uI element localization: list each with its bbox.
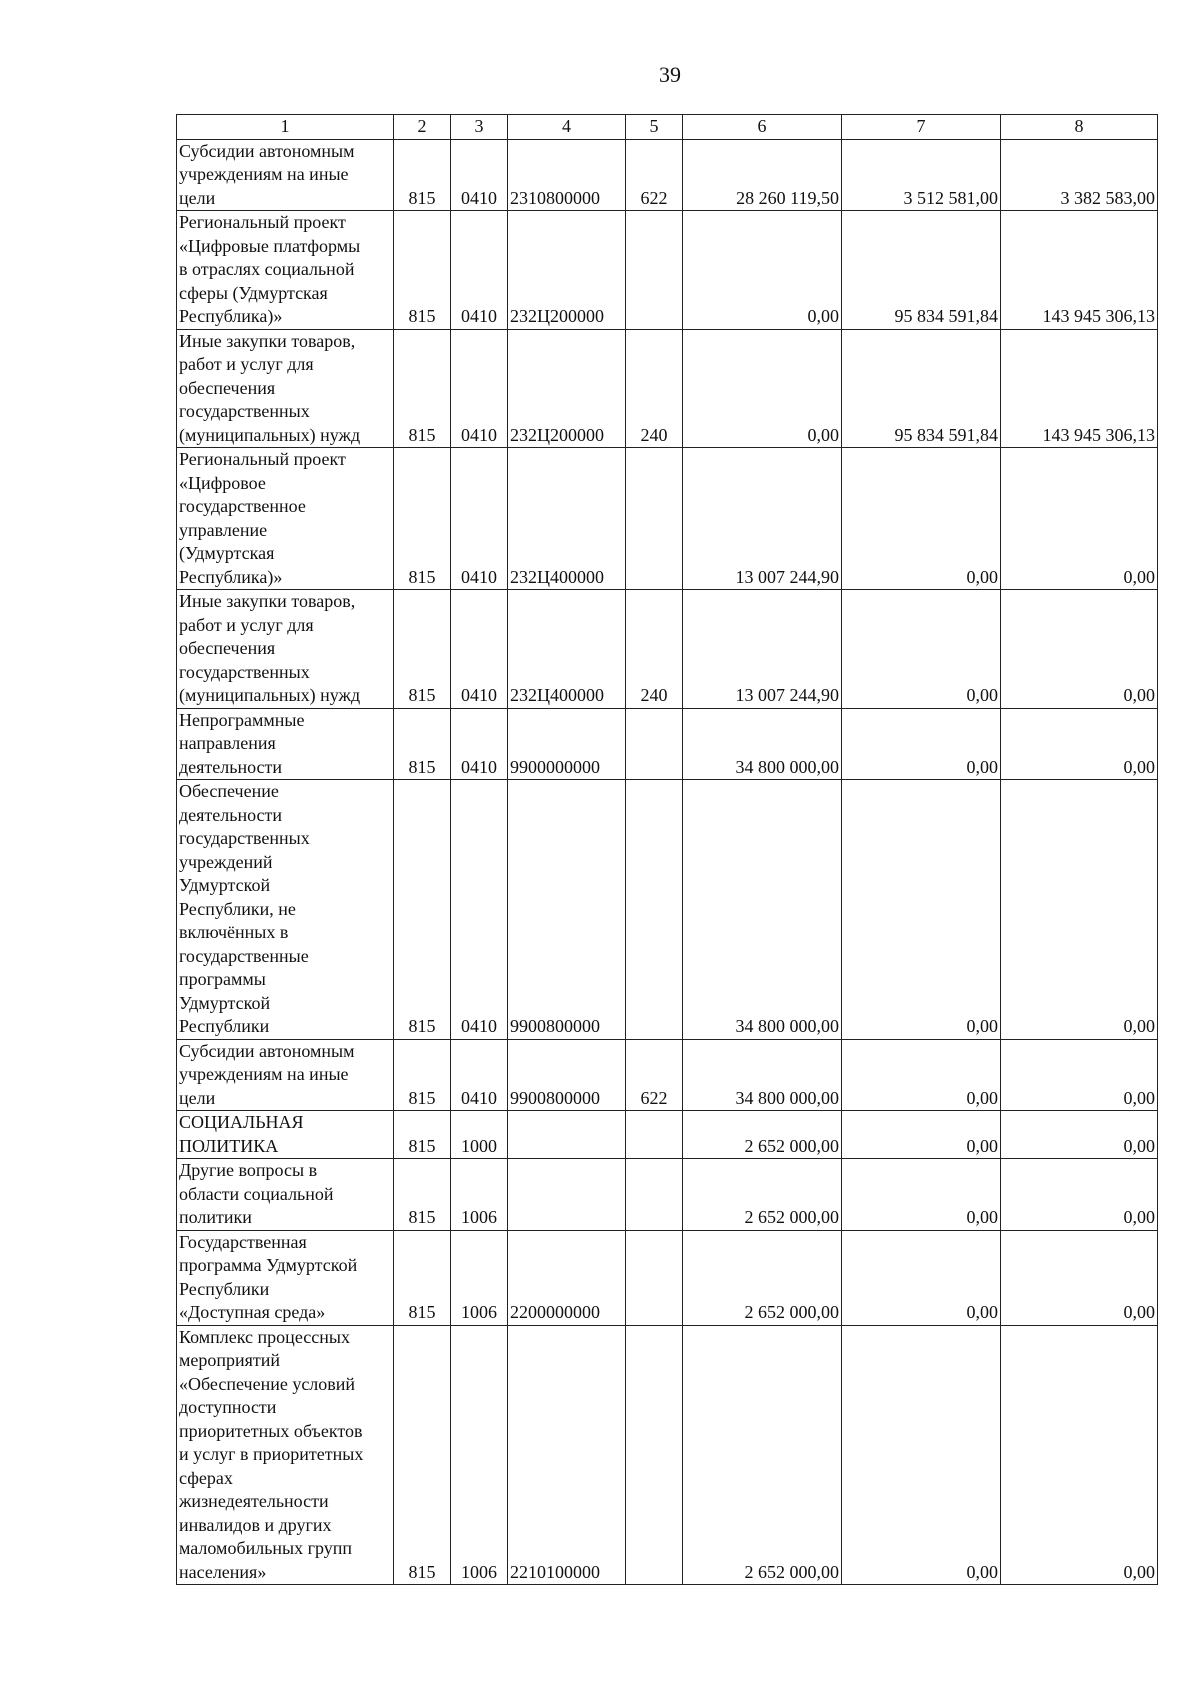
amount-col6-cell: 0,00 [683,211,842,330]
expense-name-line: и услуг в приоритетных [179,1444,364,1464]
expense-name-cell [177,1039,394,1111]
expense-name-cell [177,448,394,590]
expense-name-cell [177,1325,394,1585]
amount-col6-cell: 13 007 244,90 [683,590,842,709]
amount-col6-cell: 2 652 000,00 [683,1111,842,1159]
amount-col7-cell: 0,00 [842,590,1001,709]
table-row [177,139,1158,211]
subsection-code-cell: 0410 [451,590,508,709]
amount-col8-cell: 0,00 [1001,1325,1158,1585]
expense-name-line: государственных [179,401,310,421]
expense-type-cell [626,1230,683,1325]
expense-name-line: Республика)» [179,566,283,587]
expense-name-line: Субсидии автономным [179,1040,355,1061]
section-code-cell: 815 [394,448,451,590]
subsection-code-cell: 0410 [451,448,508,590]
subsection-code-cell: 0410 [451,708,508,780]
target-article-cell: 2210100000 [508,1325,626,1585]
expense-name-line: цели [179,1087,216,1108]
amount-col6-cell: 2 652 000,00 [683,1159,842,1231]
expense-name-line: «Обеспечение условий [179,1373,356,1394]
expense-name-line: жизнедеятельности [179,1491,329,1511]
amount-col6-cell: 34 800 000,00 [683,708,842,780]
expense-name-line: Республики [179,1278,270,1299]
expense-name-line: Обеспечение [179,781,279,801]
amount-col6-cell: 13 007 244,90 [683,448,842,590]
expense-name-line: Комплекс процессных [179,1326,350,1347]
expense-name-line: населения» [179,1561,267,1582]
amount-col6-cell: 34 800 000,00 [683,1039,842,1111]
column-header: 1 [177,115,394,140]
amount-col8-cell: 0,00 [1001,1111,1158,1159]
expense-name-line: работ и услуг для [179,354,314,374]
amount-col7-cell: 95 834 591,84 [842,329,1001,448]
amount-col7-cell: 0,00 [842,1039,1001,1111]
expense-type-cell [626,448,683,590]
expense-name-cell [177,211,394,330]
expense-name-line: инвалидов и других [179,1514,332,1535]
target-article-cell [508,1111,626,1159]
expense-name-line: цели [179,187,216,208]
target-article-cell: 9900800000 [508,780,626,1040]
expense-type-cell [626,1325,683,1585]
amount-col7-cell: 95 834 591,84 [842,211,1001,330]
expense-type-cell [626,211,683,330]
expense-name-line: «Цифровое [179,472,266,493]
expense-name-line: государственное [179,496,306,516]
expense-name-line: Республика)» [179,306,283,326]
expense-name-line: деятельности [179,804,283,825]
expense-name-line: ПОЛИТИКА [179,1135,279,1156]
subsection-code-cell: 0410 [451,1039,508,1111]
amount-col6-cell: 34 800 000,00 [683,780,842,1040]
subsection-code-cell: 1006 [451,1230,508,1325]
target-article-cell: 232Ц400000 [508,448,626,590]
expense-type-cell: 622 [626,139,683,211]
table-row [177,1230,1158,1325]
expense-type-cell [626,708,683,780]
amount-col8-cell: 0,00 [1001,780,1158,1040]
expense-name-cell [177,1159,394,1231]
section-code-cell: 815 [394,590,451,709]
expense-name-line: государственные [179,945,309,966]
expense-name-line: маломобильных групп [179,1538,353,1558]
page-number: 39 [659,62,681,87]
subsection-code-cell: 0410 [451,780,508,1040]
table-row [177,448,1158,590]
section-code-cell: 815 [394,1230,451,1325]
expense-name-line: государственных [179,828,310,848]
expense-type-cell: 240 [626,590,683,709]
expense-name-line: «Цифровые платформы [179,235,361,256]
column-header: 4 [508,115,626,140]
amount-col7-cell: 0,00 [842,1230,1001,1325]
target-article-cell: 232Ц400000 [508,590,626,709]
subsection-code-cell: 0410 [451,139,508,211]
budget-table [176,114,1158,1585]
section-code-cell: 815 [394,1111,451,1159]
amount-col8-cell: 0,00 [1001,590,1158,709]
section-code-cell: 815 [394,211,451,330]
table-row [177,1325,1158,1585]
expense-name-line: деятельности [179,756,283,777]
expense-type-cell: 240 [626,329,683,448]
expense-name-line: Региональный проект [179,212,346,232]
expense-name-cell [177,708,394,780]
amount-col6-cell: 0,00 [683,329,842,448]
amount-col8-cell: 3 382 583,00 [1001,139,1158,211]
subsection-code-cell: 1000 [451,1111,508,1159]
amount-col8-cell: 0,00 [1001,708,1158,780]
section-code-cell: 815 [394,329,451,448]
expense-name-line: (муниципальных) нужд [179,424,361,445]
expense-name-line: области социальной [179,1183,334,1204]
expense-name-line: Удмуртской [179,992,271,1013]
table-row [177,211,1158,330]
expense-name-line: приоритетных объектов [179,1420,363,1441]
target-article-cell: 2200000000 [508,1230,626,1325]
expense-name-line: Субсидии автономным [179,140,355,161]
table-row [177,1159,1158,1231]
target-article-cell: 2310800000 [508,139,626,211]
amount-col7-cell: 0,00 [842,1325,1001,1585]
expense-name-line: Иные закупки товаров, [179,591,356,611]
amount-col8-cell: 143 945 306,13 [1001,329,1158,448]
section-code-cell: 815 [394,1159,451,1231]
expense-name-line: учреждениям на иные [179,1064,349,1084]
expense-type-cell: 622 [626,1039,683,1111]
column-header: 7 [842,115,1001,140]
amount-col8-cell: 143 945 306,13 [1001,211,1158,330]
amount-col8-cell: 0,00 [1001,1039,1158,1111]
amount-col6-cell: 28 260 119,50 [683,139,842,211]
expense-name-line: доступности [179,1397,277,1417]
header-row [177,115,1158,140]
expense-name-line: СОЦИАЛЬНАЯ [179,1112,304,1132]
expense-name-cell [177,1230,394,1325]
expense-name-line: Иные закупки товаров, [179,330,356,351]
expense-name-line: учреждениям на иные [179,164,349,184]
column-header: 2 [394,115,451,140]
section-code-cell: 815 [394,1039,451,1111]
expense-name-line: работ и услуг для [179,614,314,635]
column-header: 3 [451,115,508,140]
amount-col6-cell: 2 652 000,00 [683,1230,842,1325]
expense-name-line: Государственная [179,1231,307,1252]
expense-name-line: сферах [179,1467,233,1488]
amount-col8-cell: 0,00 [1001,1230,1158,1325]
expense-name-line: включённых в [179,922,289,942]
expense-name-line: (муниципальных) нужд [179,685,361,705]
amount-col7-cell: 3 512 581,00 [842,139,1001,211]
target-article-cell: 9900000000 [508,708,626,780]
section-code-cell: 815 [394,139,451,211]
section-code-cell: 815 [394,780,451,1040]
expense-name-line: программы [179,969,266,989]
expense-name-cell [177,329,394,448]
table-row [177,1039,1158,1111]
expense-name-line: «Доступная среда» [179,1302,326,1322]
target-article-cell [508,1159,626,1231]
expense-type-cell [626,1111,683,1159]
amount-col8-cell: 0,00 [1001,448,1158,590]
expense-name-line: (Удмуртская [179,543,275,563]
table-row [177,708,1158,780]
expense-name-line: программа Удмуртской [179,1255,358,1275]
expense-type-cell [626,780,683,1040]
section-code-cell: 815 [394,708,451,780]
expense-name-line: Региональный проект [179,449,346,469]
table-row [177,329,1158,448]
amount-col7-cell: 0,00 [842,708,1001,780]
expense-name-line: в отраслях социальной [179,259,355,279]
expense-name-line: государственных [179,661,310,682]
section-code-cell: 815 [394,1325,451,1585]
subsection-code-cell: 0410 [451,329,508,448]
expense-name-line: обеспечения [179,377,276,398]
expense-name-line: Другие вопросы в [179,1160,318,1180]
expense-name-line: Республики [179,1016,270,1036]
subsection-code-cell: 0410 [451,211,508,330]
amount-col7-cell: 0,00 [842,1159,1001,1231]
table-row [177,590,1158,709]
amount-col7-cell: 0,00 [842,1111,1001,1159]
expense-name-line: управление [179,519,268,540]
expense-name-cell [177,590,394,709]
expense-name-cell [177,780,394,1040]
expense-name-line: политики [179,1207,252,1227]
subsection-code-cell: 1006 [451,1325,508,1585]
target-article-cell: 232Ц200000 [508,211,626,330]
target-article-cell: 232Ц200000 [508,329,626,448]
table-row [177,1111,1158,1159]
expense-name-line: Непрограммные [179,709,305,730]
expense-name-line: сферы (Удмуртская [179,282,328,303]
target-article-cell: 9900800000 [508,1039,626,1111]
amount-col7-cell: 0,00 [842,448,1001,590]
expense-name-line: Республики, не [179,898,296,919]
expense-name-line: учреждений [179,851,273,872]
expense-name-cell [177,1111,394,1159]
column-header: 8 [1001,115,1158,140]
table-row [177,780,1158,1040]
amount-col7-cell: 0,00 [842,780,1001,1040]
amount-col8-cell: 0,00 [1001,1159,1158,1231]
expense-name-line: обеспечения [179,638,276,658]
expense-type-cell [626,1159,683,1231]
expense-name-line: Удмуртской [179,875,271,895]
column-header: 5 [626,115,683,140]
subsection-code-cell: 1006 [451,1159,508,1231]
column-header: 6 [683,115,842,140]
expense-name-line: мероприятий [179,1350,281,1370]
expense-name-cell [177,139,394,211]
expense-name-line: направления [179,733,276,753]
amount-col6-cell: 2 652 000,00 [683,1325,842,1585]
